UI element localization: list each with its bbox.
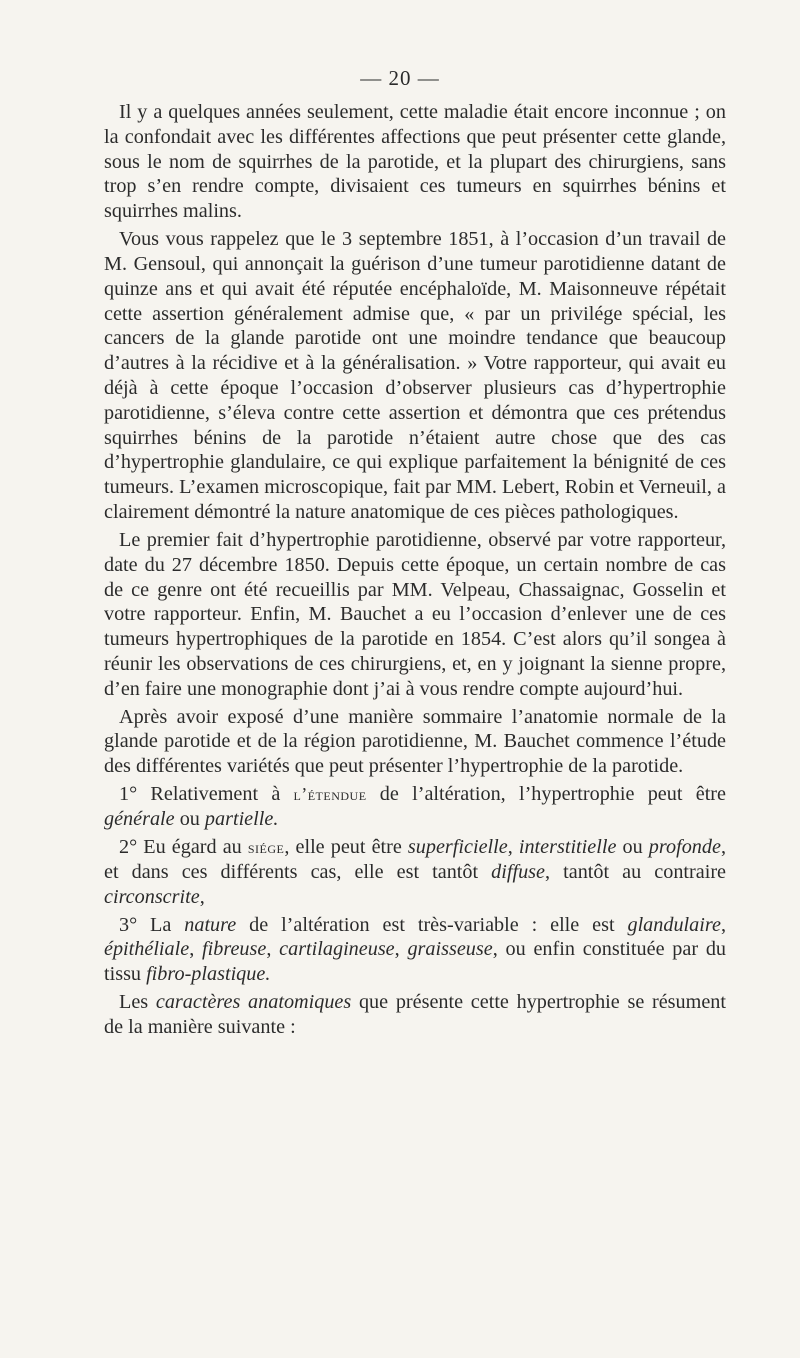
text-segment: ou xyxy=(616,836,649,859)
text-segment: , tantôt au contraire xyxy=(545,860,726,883)
paragraph-7 xyxy=(104,913,726,987)
text-segment: , xyxy=(189,938,203,961)
italic-text: interstitielle xyxy=(518,836,617,859)
italic-text: fibro-plastique. xyxy=(146,963,271,986)
text-segment: , elle peut être xyxy=(284,836,408,859)
paragraph-6 xyxy=(104,835,726,909)
paragraph-4 xyxy=(104,705,726,779)
text-segment: Vous vous rappelez que le 3 septembre 1851, à l’occasion d’un travail de M. Gensoul, qui annonçait la guérison d’une tumeur parotidienne datant de quinze ans et qui avait été réputée encéphaloïde, M. Maisonneuve répétait cette assertion généralement admise que, « par un privilége spécial, les cancers de la glande parotide ont une moindre tendance que beaucoup d’autres à la récidive et à la généralisation. » Votre rapporteur, qui avait eu déjà à cette époque l’occasion d’observer plusieurs cas d’hypertrophie parotidienne, s’éleva contre cette assertion et démontra que ces prétendus squirrhes bénins de la parotide n’étaient autre chose que des cas d’hypertrophie glandulaire, ce qui explique parfaitement la bénignité de ces tumeurs. L’examen microscopique, fait par MM. Lebert, Robin et Verneuil, a clairement démontré la nature anatomique de ces pièces pathologiques. xyxy=(104,228,726,523)
paragraph-3 xyxy=(104,528,726,702)
italic-text: circonscrite xyxy=(104,885,200,908)
text-segment: , xyxy=(507,836,519,859)
small-caps-text: l’étendue xyxy=(293,784,367,805)
paragraph-8 xyxy=(104,990,726,1040)
italic-text: profonde xyxy=(648,836,721,859)
paragraph-5 xyxy=(104,782,726,832)
text-segment: 3° La xyxy=(119,913,185,936)
paragraph-1 xyxy=(104,100,726,224)
text-segment: Le premier fait d’hypertrophie parotidienne, observé par votre rapporteur, date du 27 décembre 1850. Depuis cette époque, un certain nombre de cas de ce genre ont été recueillis par MM. Velpeau, Chassaignac, Gosselin et votre rapporteur. Enfin, M. Bauchet a eu l’occasion d’enlever une de ces tumeurs hypertrophiques de la parotide en 1854. C’est alors qu’il songea à réunir les observations de ces chirurgiens, et, en y joignant la sienne propre, d’en faire une monographie dont j’ai à vous rendre compte aujourd’hui. xyxy=(104,528,726,700)
italic-text: générale xyxy=(104,808,175,831)
text-segment: Il y a quelques années seulement, cette maladie était encore inconnue ; on la confondait avec les différentes affections que peut présenter cette glande, sous le nom de squirrhes de la parotide, et la plupart des chirurgiens, sans trop s’en rendre compte, divisaient ces tumeurs en squirrhes bénins et squirrhes malins. xyxy=(104,101,726,223)
text-segment: , et dans ces différents cas, elle est tantôt xyxy=(104,836,726,883)
italic-text: cartilagineuse xyxy=(279,938,395,961)
body-text xyxy=(104,100,726,1040)
text-segment: ou xyxy=(174,808,205,831)
text-segment: Après avoir exposé d’une manière sommaire l’anatomie normale de la glande parotide et de la région parotidienne, M. Bauchet commence l’étude des différentes variétés que peut présenter l’hypertrophie de la parotide. xyxy=(104,705,726,778)
italic-text: caractères anatomiques xyxy=(155,991,352,1014)
text-segment: , ou enfin constituée par du tissu xyxy=(104,938,727,986)
italic-text: superficielle xyxy=(407,836,508,859)
text-segment: 1° Relativement à xyxy=(119,783,294,806)
italic-text: partielle. xyxy=(204,808,279,831)
italic-text: diffuse xyxy=(491,860,546,883)
text-segment: Les xyxy=(119,991,156,1014)
italic-text: fibreuse xyxy=(202,938,267,961)
text-segment: , xyxy=(394,938,408,961)
page-number: — 20 — xyxy=(360,66,440,90)
italic-text: épithéliale xyxy=(104,938,190,961)
italic-text: nature xyxy=(184,913,237,936)
text-segment: , xyxy=(720,913,726,936)
italic-text: graisseuse xyxy=(407,938,493,961)
text-segment: de l’altération, l’hypertrophie peut être xyxy=(366,783,726,806)
small-caps-text: siége xyxy=(247,837,285,858)
text-segment: 2° Eu égard au xyxy=(119,836,248,859)
paragraph-2 xyxy=(104,227,726,525)
italic-text: glandulaire xyxy=(627,913,721,936)
text-segment: que présente cette hypertrophie se résument de la manière suivante : xyxy=(104,991,726,1038)
text-segment: , xyxy=(199,885,205,908)
text-segment: , xyxy=(266,938,280,961)
text-segment: de l’altération est très-variable : elle est xyxy=(236,913,628,936)
